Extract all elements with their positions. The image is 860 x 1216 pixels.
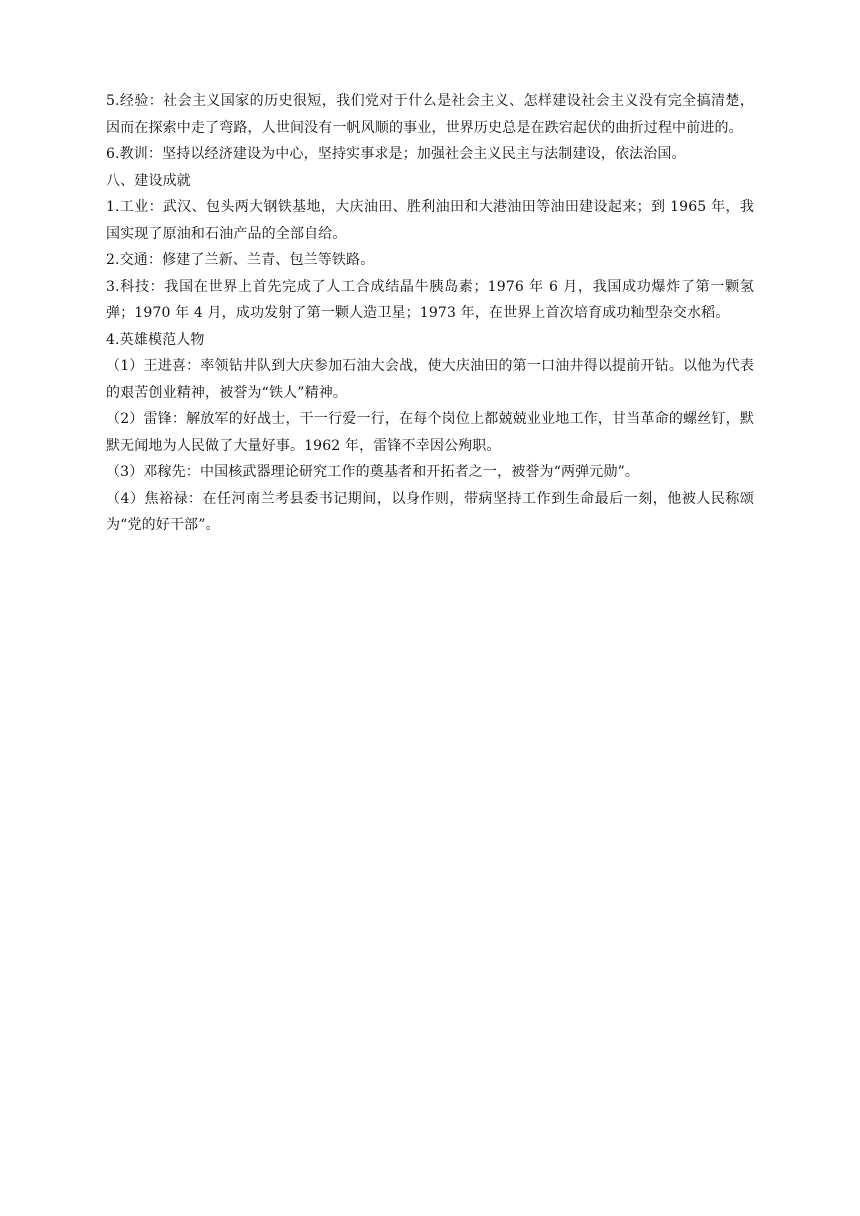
paragraph-deng-jiaxian: （3）邓稼先：中国核武器理论研究工作的奠基者和开拓者之一，被誉为“两弹元勋”。 [106, 464, 640, 480]
section-heading-achievements: 八、建设成就 [106, 172, 191, 189]
paragraph-transport: 2.交通：修建了兰新、兰青、包兰等铁路。 [106, 252, 375, 268]
paragraph-experience: 5.经验：社会主义国家的历史很短，我们党对于什么是社会主义、怎样建设社会主义没有完全搞清楚，因而在探索中走了弯路，人世间没有一帆风顺的事业，世界历史总是在跌宕起伏的曲折过程中前进的。 [106, 93, 754, 136]
paragraph-jiao-yulu: （4）焦裕禄：在任河南兰考县委书记期间，以身作则，带病坚持工作到生命最后一刻，他被人民称颂为“党的好干部”。 [106, 490, 754, 533]
paragraph-science: 3.科技：我国在世界上首先完成了人工合成结晶牛胰岛素；1976 年 6 月，我国成功爆炸了第一颗氢弹；1970 年 4 月，成功发射了第一颗人造卫星；1973 年，在世界上首次培育成功籼型杂交水稻。 [106, 278, 754, 321]
document-body [106, 88, 754, 539]
paragraph-lei-feng: （2）雷锋：解放军的好战士，干一行爱一行，在每个岗位上都兢兢业业地工作，甘当革命的螺丝钉，默默无闻地为人民做了大量好事。1962 年，雷锋不幸因公殉职。 [106, 411, 754, 454]
paragraph-wang-jinxi: （1）王进喜：率领钻井队到大庆参加石油大会战，使大庆油田的第一口油井得以提前开钻。以他为代表的艰苦创业精神，被誉为“铁人”精神。 [106, 358, 754, 401]
paragraph-heroes-heading: 4.英雄模范人物 [106, 331, 205, 348]
paragraph-industry: 1.工业：武汉、包头两大钢铁基地，大庆油田、胜利油田和大港油田等油田建设起来；到 1965 年，我国实现了原油和石油产品的全部自给。 [106, 199, 754, 242]
paragraph-lessons: 6.教训：坚持以经济建设为中心，坚持实事求是；加强社会主义民主与法制建设，依法治国。 [106, 146, 686, 162]
